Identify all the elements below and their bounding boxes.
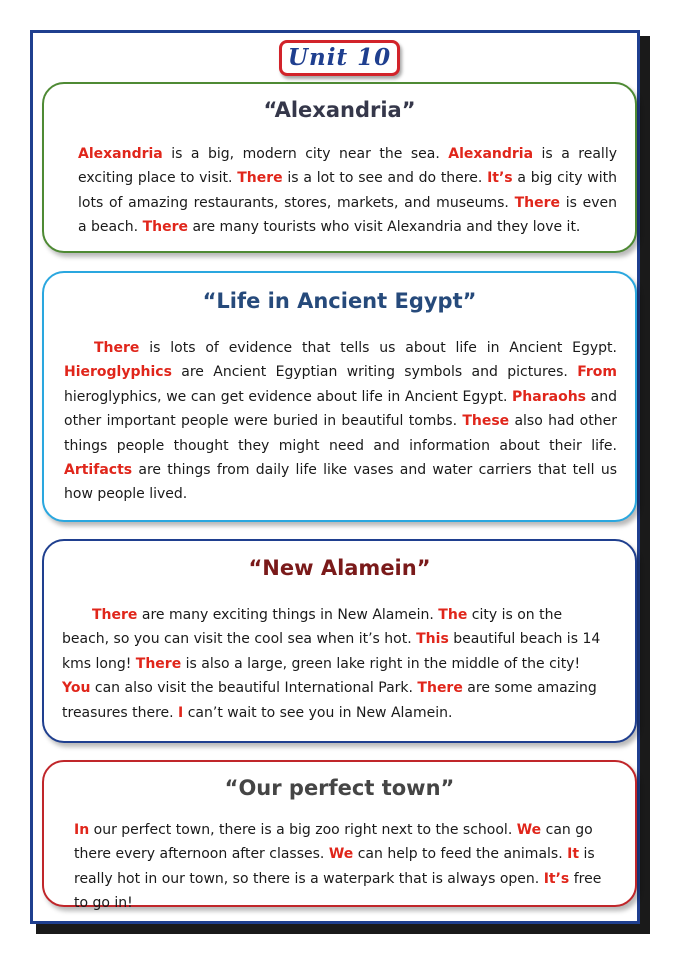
highlight-word: It’s xyxy=(543,870,570,887)
highlight-word: There xyxy=(135,655,182,672)
highlight-word: There xyxy=(417,680,463,697)
text-run: can also visit the beautiful International Park. xyxy=(90,680,418,697)
highlight-word: The xyxy=(438,607,468,623)
card-alexandria xyxy=(42,82,637,253)
text-run: can help to feed the animals. xyxy=(353,846,568,863)
highlight-word: Hieroglyphics xyxy=(64,364,172,381)
card-title-alexandria: “Alexandria” xyxy=(263,98,416,122)
highlight-word: We xyxy=(328,846,354,863)
card-text-life-in-ancient-egypt xyxy=(44,319,635,507)
highlight-word: Artifacts xyxy=(64,462,133,479)
text-run: is really hot in our town, so there is a waterpark that is always open. xyxy=(74,846,595,887)
text-run: are some amazing treasures there. xyxy=(62,680,597,721)
card-title-our-perfect-town: “Our perfect town” xyxy=(224,776,455,800)
text-run: are many exciting things in New Alamein. xyxy=(137,607,439,623)
text-run: is lots of evidence that tells us about life in Ancient Egypt. xyxy=(139,340,617,356)
card-text-alexandria xyxy=(44,128,635,240)
highlight-word: You xyxy=(62,680,91,697)
text-run: can go there every afternoon after classes. xyxy=(74,822,593,863)
highlight-word: This xyxy=(416,631,449,648)
highlight-word: There xyxy=(237,170,283,187)
highlight-word: There xyxy=(94,340,140,356)
text-run: is a really exciting place to visit. xyxy=(78,146,617,187)
highlight-word: There xyxy=(142,219,189,236)
text-run: are Ancient Egyptian writing symbols and pictures. xyxy=(171,364,578,381)
text-run: free to go in! xyxy=(74,870,602,912)
text-run: is also a large, green lake right in the middle of the city! xyxy=(181,655,581,672)
highlight-word: From xyxy=(577,364,617,381)
text-run: city is on the beach, so you can visit the cool sea when it’s hot. xyxy=(62,607,563,648)
highlight-word: Pharaohs xyxy=(512,388,586,405)
text-run: is a big, modern city near the sea. xyxy=(162,146,449,162)
text-run: a big city with lots of amazing restaurants, stores, markets, and museums. xyxy=(78,170,618,211)
card-text-new-alamein xyxy=(44,586,635,725)
highlight-word: We xyxy=(516,822,542,838)
highlight-word: There xyxy=(514,194,560,211)
text-run: hieroglyphics, we can get evidence about life in Ancient Egypt. xyxy=(64,388,513,405)
highlight-word: There xyxy=(92,607,138,623)
highlight-word: In xyxy=(74,822,90,838)
text-run: our perfect town, there is a big zoo right next to the school. xyxy=(89,822,517,838)
card-title-new-alamein: “New Alamein” xyxy=(248,556,431,580)
text-run: can’t wait to see you in New Alamein. xyxy=(183,704,453,721)
text-run: also had other things people thought they might need and information about their life. xyxy=(64,413,617,454)
highlight-word: These xyxy=(462,413,510,430)
highlight-word: It xyxy=(567,846,580,863)
text-run: are many tourists who visit Alexandria and they love it. xyxy=(188,219,581,236)
text-run: are things from daily life like vases and water carriers that tell us how people lived. xyxy=(64,462,617,503)
highlight-word: It’s xyxy=(487,170,513,187)
text-run: is even a beach. xyxy=(78,194,617,236)
card-title-life-in-ancient-egypt: “Life in Ancient Egypt” xyxy=(202,289,477,313)
unit-title: Unit 10 xyxy=(287,44,392,71)
highlight-word: Alexandria xyxy=(78,146,163,162)
card-our-perfect-town xyxy=(42,760,637,912)
highlight-word: I xyxy=(178,704,184,721)
text-run: is a lot to see and do there. xyxy=(282,170,488,187)
highlight-word: Alexandria xyxy=(448,146,534,162)
text-run: and other important people were buried in beautiful tombs. xyxy=(64,388,617,430)
unit-badge xyxy=(279,40,400,76)
text-run: beautiful beach is 14 kms long! xyxy=(62,631,601,672)
card-new-alamein xyxy=(42,539,637,743)
card-text-our-perfect-town xyxy=(44,806,635,916)
card-life-in-ancient-egypt xyxy=(42,271,637,522)
